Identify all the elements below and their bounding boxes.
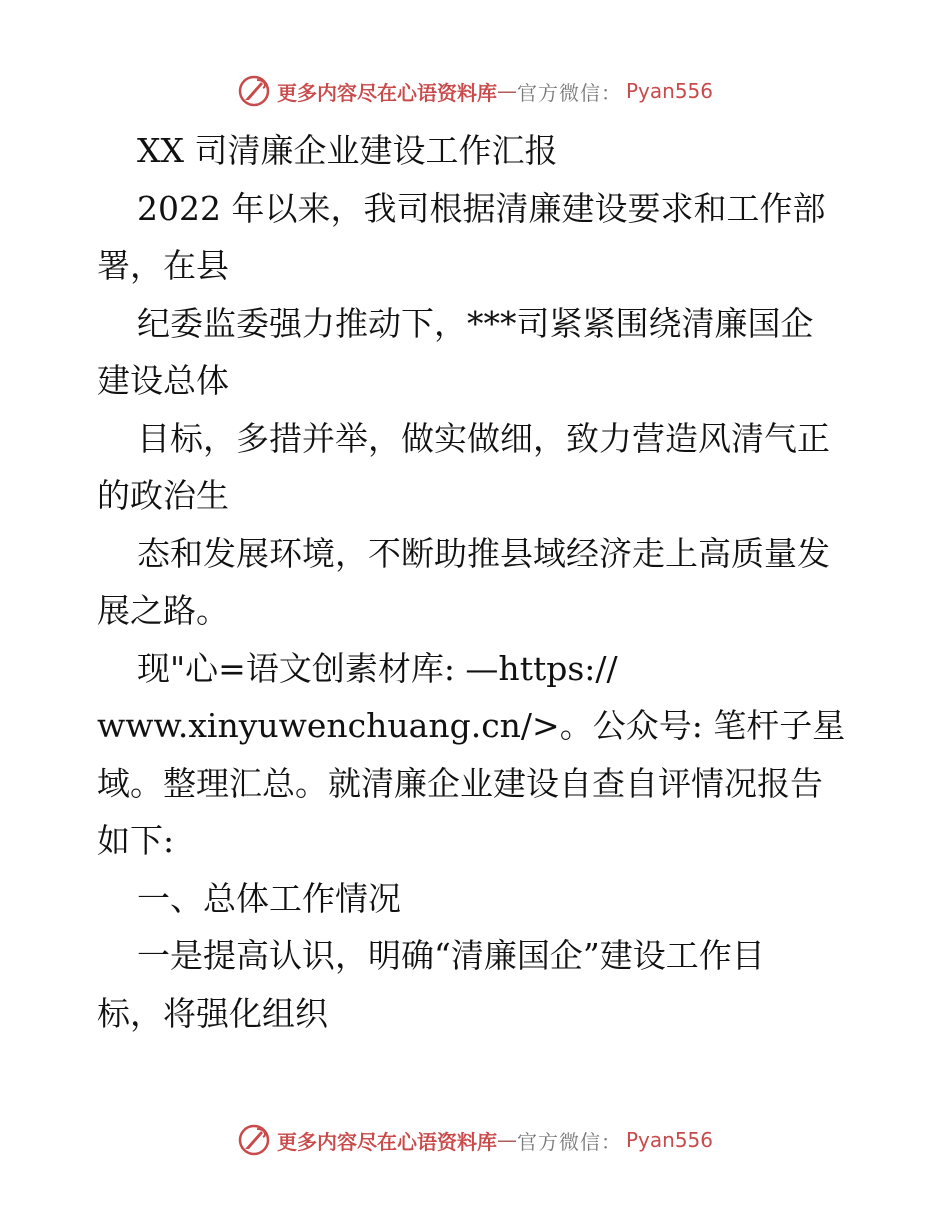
banner-wechat-id: Pyan556 <box>625 79 713 103</box>
doc-line: 建设总体 <box>97 361 229 400</box>
banner-sub-text: 官方微信： <box>516 1129 622 1154</box>
banner-main-text: 更多内容尽在心语资料库 <box>276 1129 497 1154</box>
doc-line: 的政治生 <box>97 476 229 515</box>
banner-sub-text: 官方微信： <box>516 80 622 105</box>
quill-logo-icon <box>237 1123 271 1157</box>
doc-line: 域。整理汇总。就清廉企业建设自查自评情况报告 <box>97 763 823 803</box>
doc-line: 标，将强化组织 <box>97 993 328 1033</box>
doc-line: 署，在县 <box>97 246 229 285</box>
doc-line: 2022 年以来，我司根据清廉建设要求和工作部 <box>137 188 826 228</box>
doc-line: 态和发展环境，不断助推县域经济走上高质量发 <box>137 533 830 573</box>
doc-line: 一、总体工作情况 <box>137 878 401 918</box>
doc-line: 目标，多措并举，做实做细，致力营造风清气正 <box>137 418 830 458</box>
doc-line: 纪委监委强力推动下，***司紧紧围绕清廉国企 <box>137 303 814 343</box>
header-banner <box>0 71 950 111</box>
banner-dash: — <box>496 1128 517 1152</box>
footer-banner <box>0 1120 950 1160</box>
banner-wechat-id: Pyan556 <box>625 1128 713 1152</box>
banner-main-text: 更多内容尽在心语资料库 <box>276 80 497 105</box>
doc-line: 一是提高认识，明确“清廉国企”建设工作目 <box>137 936 765 975</box>
doc-line: XX 司清廉企业建设工作汇报 <box>137 131 558 170</box>
banner-dash: — <box>496 79 517 103</box>
doc-line: 展之路。 <box>97 591 229 630</box>
quill-logo-icon <box>237 74 271 108</box>
doc-line: 现"心=语文创素材库: —https:// <box>137 648 618 688</box>
document-body <box>97 122 857 1042</box>
doc-line: 如下: <box>97 821 175 860</box>
doc-line: www.xinyuwenchuang.cn/>。公众号: 笔杆子星 <box>97 706 846 745</box>
